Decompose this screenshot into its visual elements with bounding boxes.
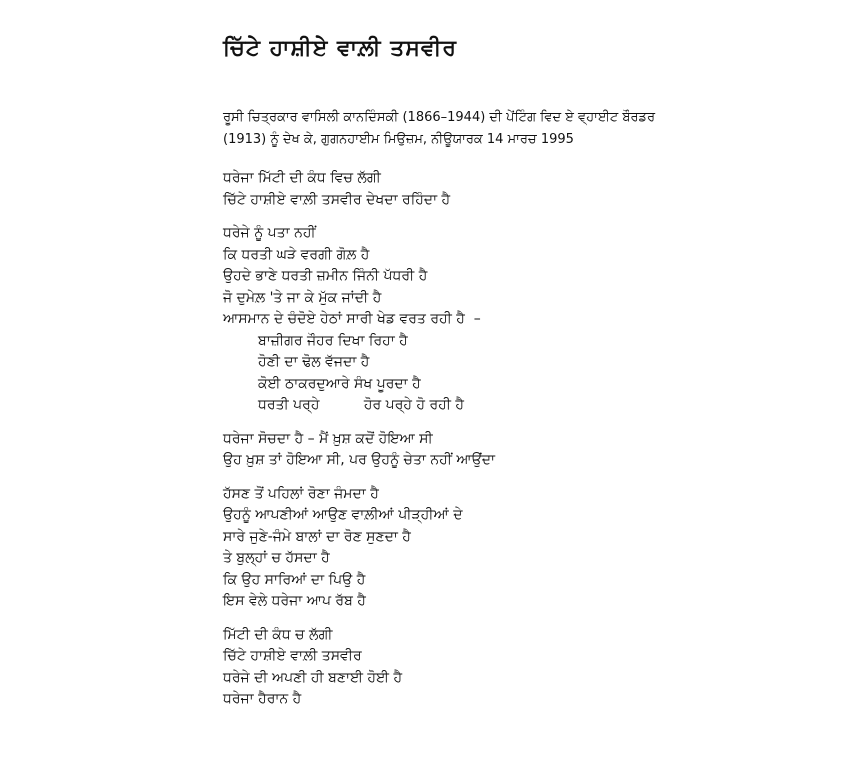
poem-line: ਕਿ ਧਰਤੀ ਘੜੇ ਵਰਗੀ ਗੋਲ਼ ਹੈ (223, 246, 370, 263)
poem-line-indented: ਕੋਈ ਠਾਕਰਦੁਆਰੇ ਸੰਖ ਪੂਰਦਾ ਹੈ (258, 375, 421, 392)
poem-line: ਆਸਮਾਨ ਦੇ ਚੰਦੋਏ ਹੇਠਾਂ ਸਾਰੀ ਖੇਡ ਵਰਤ ਰਹੀ ਹੈ – (223, 311, 481, 327)
poem-line: ਮਿੱਟੀ ਦੀ ਕੰਧ ਚ ਲੱਗੀ (223, 626, 333, 643)
poem-line: ਜੋ ਦੁਮੇਲ਼ 'ਤੇ ਜਾ ਕੇ ਮੁੱਕ ਜਾਂਦੀ ਹੈ (223, 289, 382, 306)
poem-title: ਚਿੱਟੇ ਹਾਸ਼ੀਏ ਵਾਲ਼ੀ ਤਸਵੀਰ (223, 36, 457, 61)
poem-line-indented: ਹੋਣੀ ਦਾ ਢੋਲ ਵੱਜਦਾ ਹੈ (258, 354, 370, 370)
poem-line: ਤੇ ਬੁਲ੍ਹਾਂ ਚ ਹੱਸਦਾ ਹੈ (223, 550, 330, 566)
stanza-5 (223, 625, 843, 711)
dedication-note (223, 107, 843, 151)
poem-line: ਧਰੇਜੇ ਨੂੰ ਪਤਾ ਨਹੀਂ (223, 225, 316, 241)
poem-line-indented: ਧਰਤੀ ਪਰ੍ਹੇ ਹੋਰ ਪਰ੍ਹੇ ਹੋ ਰਹੀ ਹੈ (258, 397, 464, 413)
stanza-2 (223, 223, 843, 417)
stanza-3 (223, 429, 843, 472)
poem-line: ਹੱਸਣ ਤੋਂ ਪਹਿਲਾਂ ਰੋਣਾ ਜੰਮਦਾ ਹੈ (223, 485, 379, 502)
dedication-line: (1913) ਨੂੰ ਦੇਖ ਕੇ, ਗੁਗਨਹਾਈਮ ਮਿਉਜ਼ਮ, ਨੀਊਯਾਰਕ 14 ਮਾਰਚ 1995 (223, 132, 574, 147)
poem-line: ਧਰੇਜਾ ਹੈਰਾਨ ਹੈ (223, 691, 302, 707)
poem-line: ਧਰੇਜਾ ਸੋਚਦਾ ਹੈ – ਮੈਂ ਖ਼ੁਸ਼ ਕਦੋਂ ਹੋਇਆ ਸੀ (223, 430, 433, 447)
poem-line: ਚਿੱਟੇ ਹਾਸ਼ੀਏ ਵਾਲ਼ੀ ਤਸਵੀਰ ਦੇਖਦਾ ਰਹਿੰਦਾ ਹੈ (223, 191, 451, 208)
poem-line: ਉਹਨੂੰ ਆਪਣੀਆਂ ਆਉਣ ਵਾਲ਼ੀਆਂ ਪੀੜ੍ਹੀਆਂ ਦੇ (223, 507, 463, 523)
poem-line: ਇਸ ਵੇਲੇ ਧਰੇਜਾ ਆਪ ਰੱਬ ਹੈ (223, 593, 366, 609)
poem-body (223, 168, 843, 723)
poem-line: ਧਰੇਜੇ ਦੀ ਅਪਣੀ ਹੀ ਬਣਾਈ ਹੋਈ ਹੈ (223, 669, 403, 686)
poem-line: ਚਿੱਟੇ ਹਾਸ਼ੀਏ ਵਾਲ਼ੀ ਤਸਵੀਰ (223, 648, 362, 664)
stanza-4 (223, 484, 843, 613)
stanza-1 (223, 168, 843, 211)
poem-line: ਕਿ ਉਹ ਸਾਰਿਆਂ ਦਾ ਪਿਉ ਹੈ (223, 571, 366, 588)
poem-line: ਉਹਦੇ ਭਾਣੇ ਧਰਤੀ ਜ਼ਮੀਨ ਜਿੰਨੀ ਪੱਧਰੀ ਹੈ (223, 268, 428, 284)
poem-line: ਸਾਰੇ ਜੁਣੇ-ਜੰਮੇ ਬਾਲਾਂ ਦਾ ਰੋਣ ਸੁਣਦਾ ਹੈ (223, 528, 411, 545)
dedication-line: ਰੂਸੀ ਚਿਤ੍ਰਕਾਰ ਵਾਸਿਲੀ ਕਾਨਦਿੰਸਕੀ (1866–1944) ਦੀ ਪੇਂਟਿੰਗ ਵਿਦ ਏ ਵ੍ਹਾਈਟ ਬੌਰਡਰ (223, 110, 656, 125)
poem-line: ਉਹ ਖ਼ੁਸ਼ ਤਾਂ ਹੋਇਆ ਸੀ, ਪਰ ਉਹਨੂੰ ਚੇਤਾ ਨਹੀਂ ਆਉਂਦਾ (223, 452, 496, 468)
poem-line-indented: ਬਾਜ਼ੀਗਰ ਜੌਹਰ ਦਿਖਾ ਰਿਹਾ ਹੈ (258, 332, 408, 349)
poem-line: ਧਰੇਜਾ ਮਿੱਟੀ ਦੀ ਕੰਧ ਵਿਚ ਲੱਗੀ (223, 170, 381, 186)
